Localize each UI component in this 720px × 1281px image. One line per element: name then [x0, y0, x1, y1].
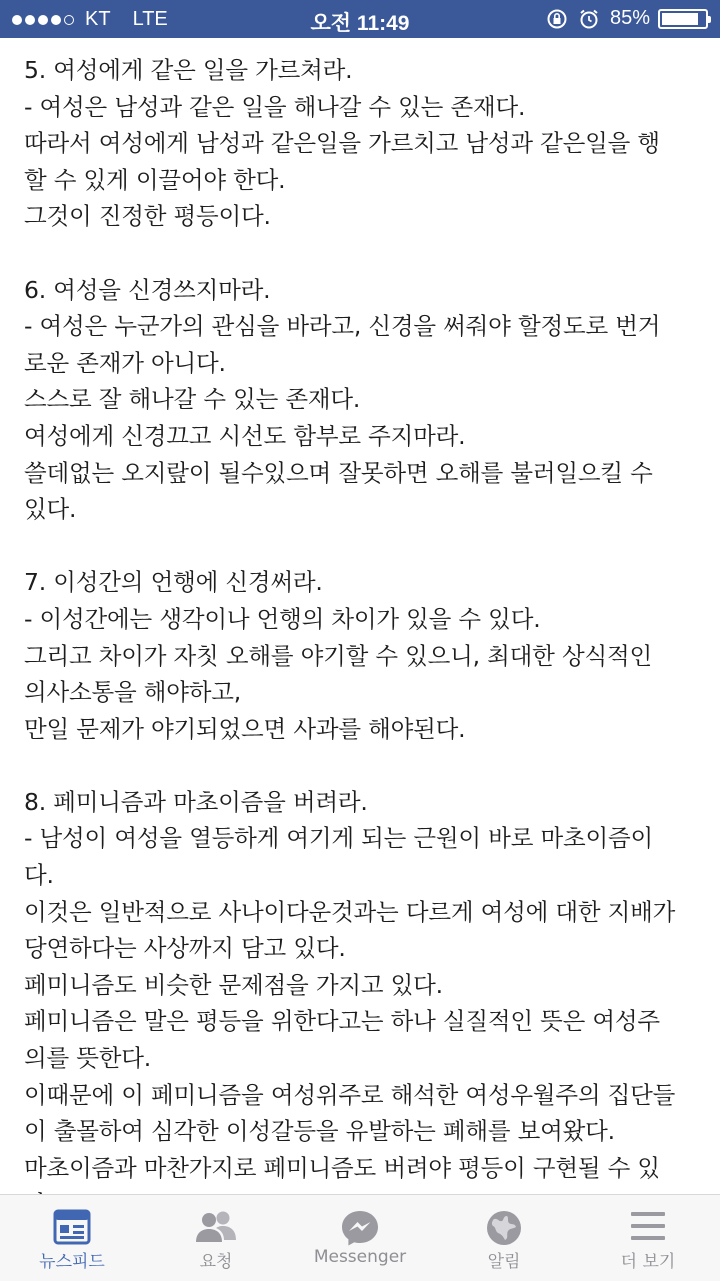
- post-text-line: - 여성은 누군가의 관심을 바라고, 신경을 써줘야 할정도로 번거: [24, 312, 661, 341]
- tab-label: 뉴스피드: [39, 1252, 105, 1272]
- clock: 오전 11:49: [310, 12, 410, 35]
- more-menu-icon: [629, 1209, 667, 1243]
- post-text-line: 다.: [24, 861, 54, 890]
- tab-label: Messenger: [313, 1247, 407, 1267]
- status-bar: [0, 0, 720, 38]
- post-text-line: 스스로 잘 해나갈 수 있는 존재다.: [24, 385, 361, 414]
- post-text-line: 쓸데없는 오지랖이 될수있으며 잘못하면 오해를 불러일으킬 수: [24, 458, 653, 487]
- post-text-line: 따라서 여성에게 남성과 같은일을 가르치고 남성과 같은일을 행: [24, 129, 660, 158]
- post-text-line: 그것이 진정한 평등이다.: [24, 202, 271, 231]
- post-text-line: 이것은 일반적으로 사나이다운것과는 다르게 여성에 대한 지배가: [24, 897, 676, 926]
- network-type: LTE: [132, 8, 168, 30]
- post-text-line: 로운 존재가 아니다.: [24, 348, 226, 377]
- post-text-line: 페미니즘은 말은 평등을 위한다고는 하나 실질적인 뜻은 여성주: [24, 1007, 660, 1036]
- battery-level-fill: [662, 13, 698, 25]
- battery-icon: [658, 9, 708, 29]
- post-text-line: - 여성은 남성과 같은 일을 해나갈 수 있는 존재다.: [24, 92, 526, 121]
- post-text-line: 7. 이성간의 언행에 신경써라.: [24, 568, 323, 597]
- post-body: [24, 52, 704, 1260]
- friend-requests-icon: [194, 1209, 238, 1245]
- post-section: [24, 272, 704, 528]
- notifications-globe-icon: [485, 1209, 523, 1247]
- post-text-line: - 남성이 여성을 열등하게 여기게 되는 근원이 바로 마초이즘이: [24, 824, 653, 853]
- post-text-line: 할 수 있게 이끌어야 한다.: [24, 165, 286, 194]
- battery-percentage: 85%: [609, 7, 650, 29]
- bottom-tab-bar: [0, 1194, 720, 1281]
- rotation-lock-icon: [546, 8, 568, 30]
- tab-label: 요청: [199, 1252, 233, 1272]
- carrier-name: KT: [85, 8, 111, 30]
- post-text-line: 6. 여성을 신경쓰지마라.: [24, 275, 271, 304]
- tab-requests[interactable]: [144, 1195, 288, 1281]
- news-feed-icon: [53, 1209, 91, 1245]
- messenger-icon: [340, 1209, 380, 1247]
- post-text-line: 의를 뜻한다.: [24, 1044, 152, 1073]
- post-section: [24, 52, 704, 235]
- post-text-line: 당연하다는 사상까지 담고 있다.: [24, 934, 346, 963]
- post-text-line: 5. 여성에게 같은 일을 가르쳐라.: [24, 56, 353, 84]
- tab-notifications[interactable]: [432, 1195, 576, 1281]
- post-section: [24, 564, 704, 747]
- post-text-line: 이 출몰하여 심각한 이성갈등을 유발하는 폐해를 보여왔다.: [24, 1117, 615, 1146]
- post-text-line: 의사소통을 해야하고,: [24, 678, 242, 707]
- post-text-line: 그리고 차이가 자칫 오해를 야기할 수 있으니, 최대한 상식적인: [24, 641, 652, 670]
- alarm-icon: [578, 8, 600, 30]
- post-text-line: - 이성간에는 생각이나 언행의 차이가 있을 수 있다.: [24, 604, 541, 633]
- tab-label: 알림: [487, 1252, 521, 1272]
- post-text-line: 여성에게 신경끄고 시선도 함부로 주지마라.: [24, 421, 466, 450]
- post-text-line: 만일 문제가 야기되었으면 사과를 해야된다.: [24, 714, 466, 743]
- post-text-line: 페미니즘도 비슷한 문제점을 가지고 있다.: [24, 970, 443, 999]
- post-text-line: 8. 페미니즘과 마초이즘을 버려라.: [24, 787, 368, 816]
- post-section: [24, 784, 704, 1223]
- post-text-line: 이때문에 이 페미니즘을 여성위주로 해석한 여성우월주의 집단들: [24, 1080, 676, 1109]
- tab-label: 더 보기: [620, 1252, 676, 1272]
- post-text-line: 있다.: [24, 495, 77, 524]
- post-text-line: 마초이즘과 마찬가지로 페미니즘도 버려야 평등이 구현될 수 있: [24, 1153, 660, 1182]
- tab-messenger[interactable]: [288, 1195, 432, 1281]
- tab-more[interactable]: [576, 1195, 720, 1281]
- tab-news-feed[interactable]: [0, 1195, 144, 1281]
